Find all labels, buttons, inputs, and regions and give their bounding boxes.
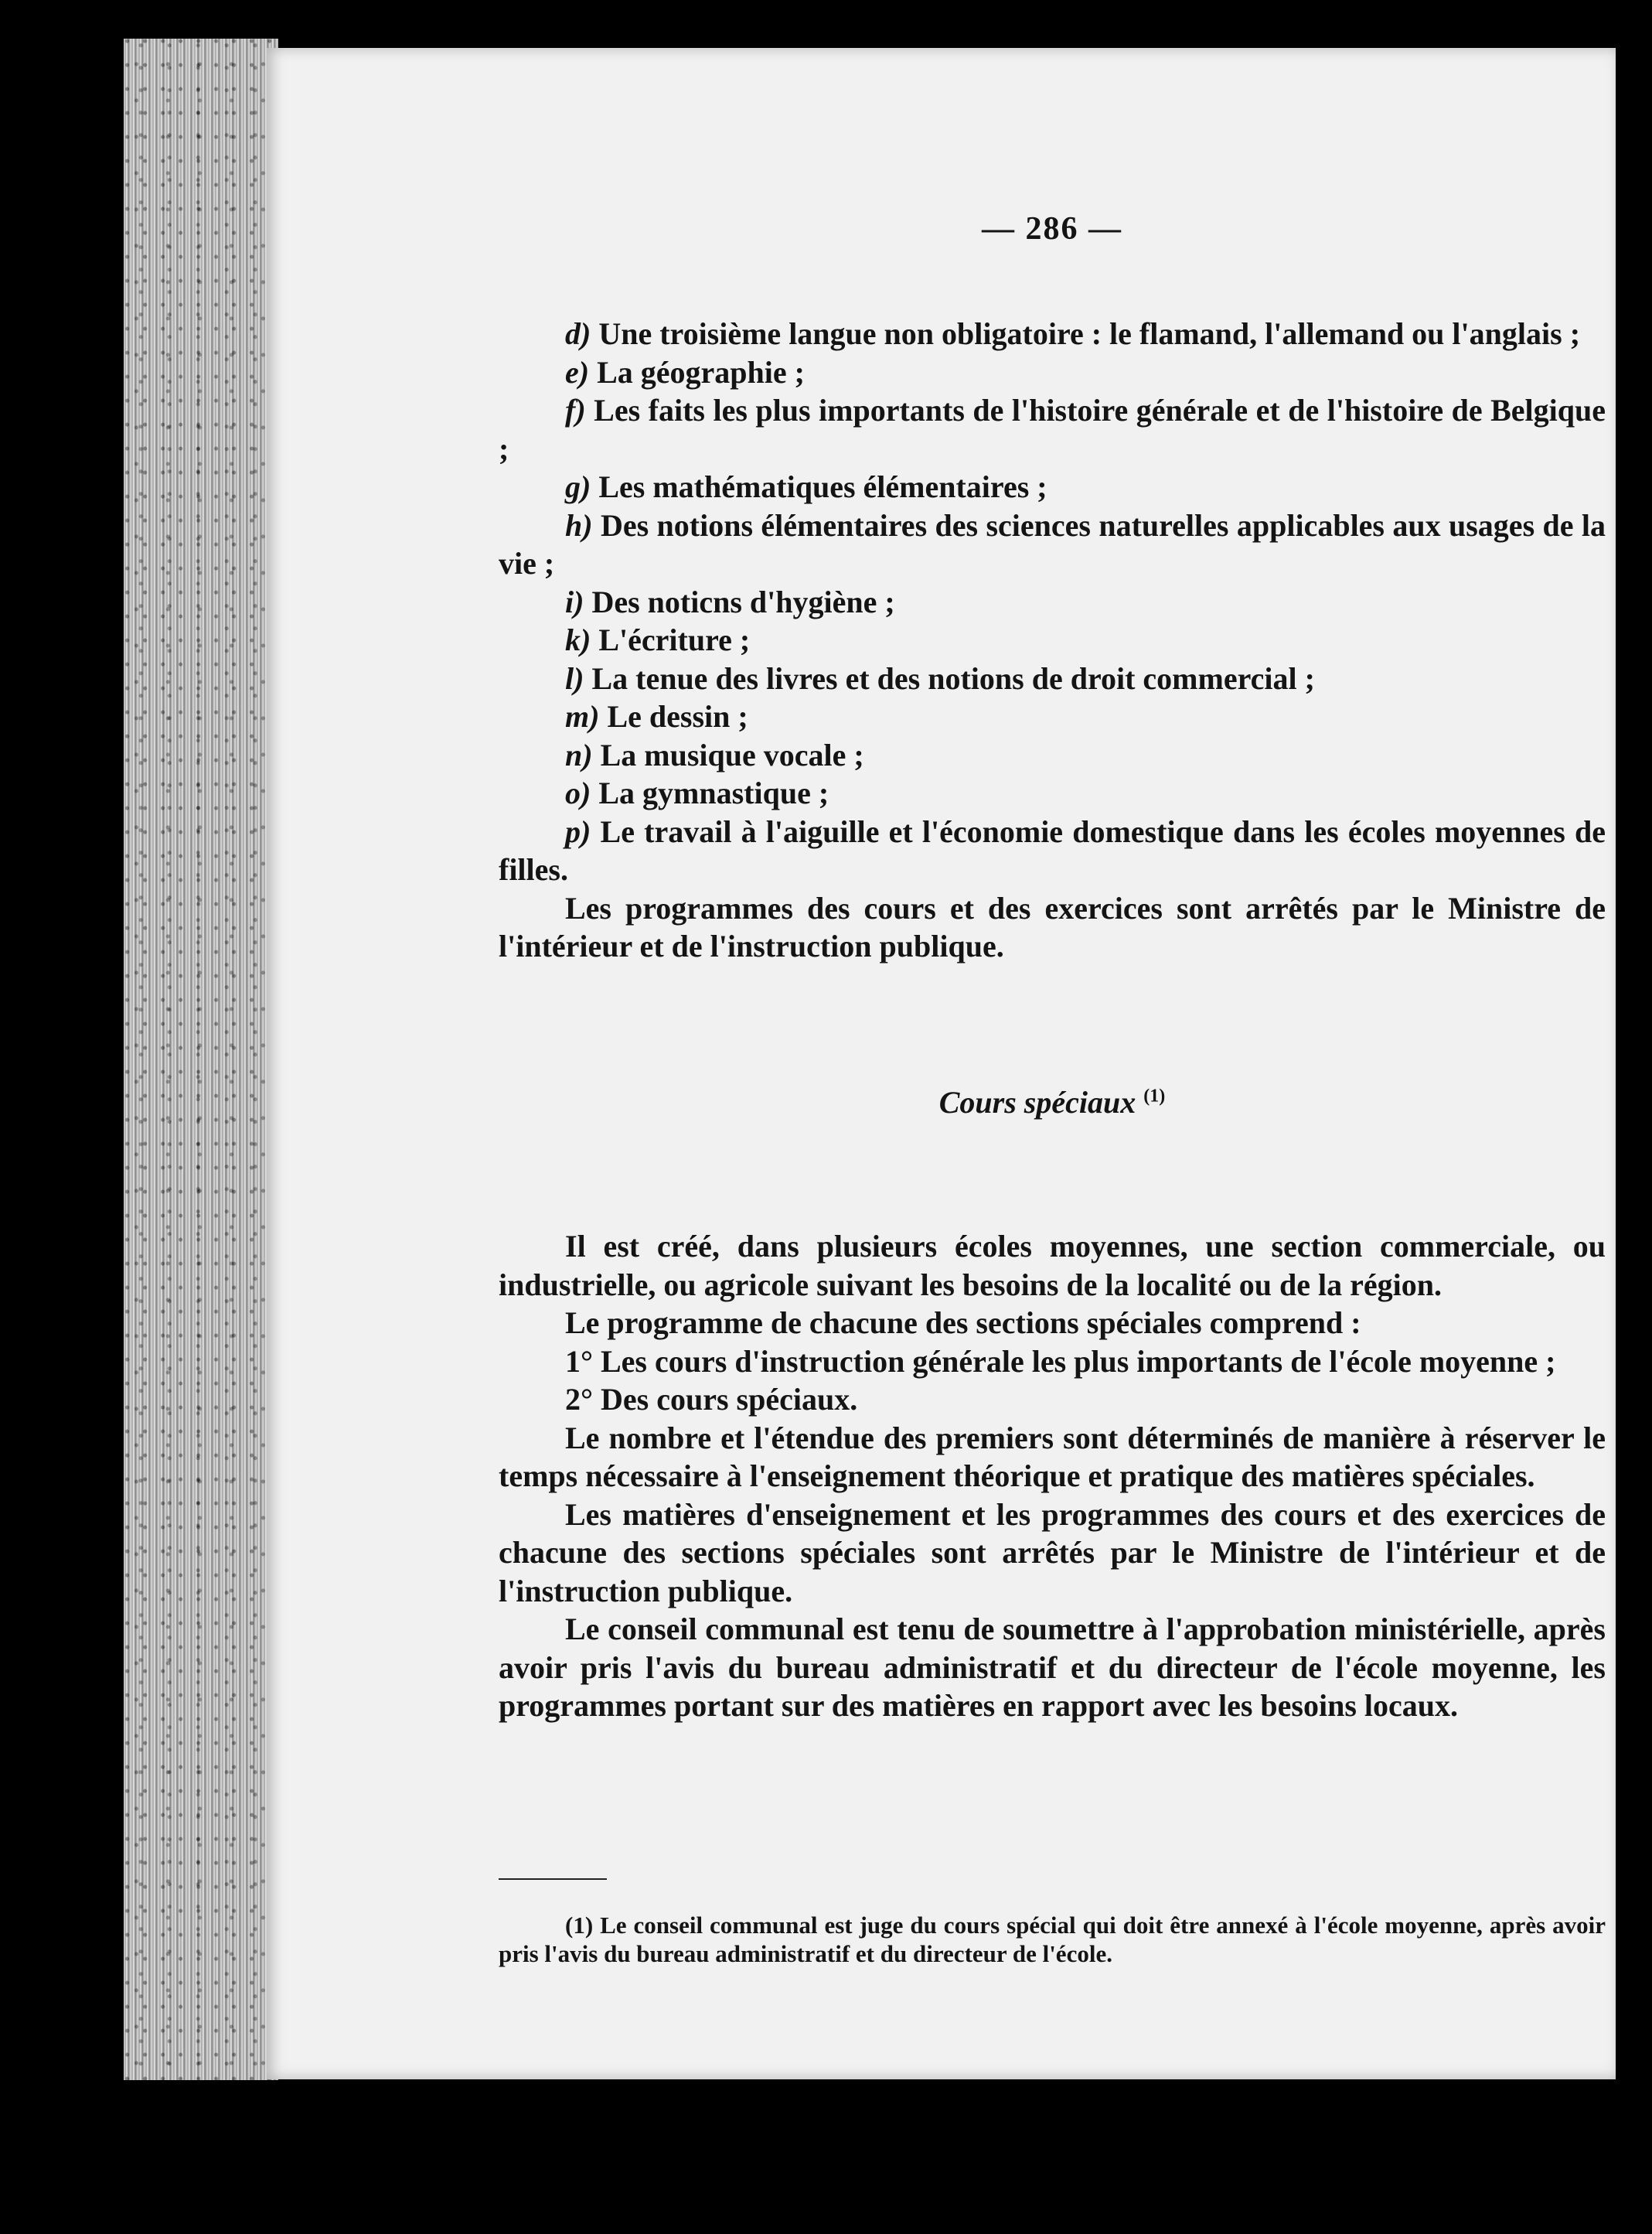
subject-list <box>499 315 1606 966</box>
footnote-divider <box>499 1878 607 1880</box>
list-item: m) Le dessin ; <box>565 699 748 734</box>
list-item: o) La gymnastique ; <box>565 776 829 810</box>
list-item: n) La musique vocale ; <box>565 737 864 773</box>
section-paragraph: Le nombre et l'étendue des premiers sont déterminés de manière à réserver le temps nécessaire à l'enseignement théorique et pratique des matières spéciales. <box>499 1420 1606 1493</box>
section-paragraph: 1° Les cours d'instruction générale les plus importants de l'école moyenne ; <box>565 1343 1556 1379</box>
section-body <box>499 1227 1606 1725</box>
list-item: d) Une troisième langue non obligatoire : le flamand, l'allemand ou l'anglais ; <box>565 316 1581 351</box>
section-heading <box>499 1084 1606 1120</box>
list-item: i) Des noticns d'hygiène ; <box>565 584 895 619</box>
list-item: f) Les faits les plus importants de l'histoire générale et de l'histoire de Belgique ; <box>499 393 1606 466</box>
section-heading-title: Cours spéciaux <box>938 1085 1136 1120</box>
document-page <box>267 48 1616 2079</box>
book-page-edges <box>124 39 278 2080</box>
section-paragraph: Les matières d'enseignement et les programmes des cours et des exercices de chacune des sections spéciales sont arrêtés par le Ministre de l'intérieur et de l'instruction publique. <box>499 1496 1606 1608</box>
page-number: — 286 — <box>982 211 1122 247</box>
section-paragraph: Le conseil communal est tenu de soumettre à l'approbation ministérielle, après avoir pris l'avis du bureau administratif et du directeur de l'école moyenne, les programmes portant sur des matières en rapport avec les besoins locaux. <box>499 1612 1606 1723</box>
section-paragraph: Le programme de chacune des sections spéciales comprend : <box>565 1305 1361 1340</box>
footnote <box>499 1911 1606 1968</box>
section-paragraph: Il est créé, dans plusieurs écoles moyennes, une section commerciale, ou industrielle, ou agricole suivant les besoins de la localité ou de la région. <box>499 1229 1606 1302</box>
list-item: h) Des notions élémentaires des sciences naturelles applicables aux usages de la vie ; <box>499 507 1606 581</box>
section-heading-note: (1) <box>1143 1086 1166 1107</box>
section-paragraph: 2° Des cours spéciaux. <box>565 1382 858 1417</box>
list-item: p) Le travail à l'aiguille et l'économie domestique dans les écoles moyennes de filles. <box>499 813 1606 887</box>
list-item: e) La géographie ; <box>565 354 805 390</box>
list-item: g) Les mathématiques élémentaires ; <box>565 469 1047 504</box>
list-item: k) L'écriture ; <box>565 622 751 657</box>
programmes-paragraph: Les programmes des cours et des exercices sont arrêtés par le Ministre de l'intérieur et de l'instruction publique. <box>499 890 1606 964</box>
footnote-text: (1) Le conseil communal est juge du cours spécial qui doit être annexé à l'école moyenne, après avoir pris l'avis du bureau administratif et du directeur de l'école. <box>499 1912 1606 1967</box>
list-item: l) La tenue des livres et des notions de droit commercial ; <box>565 660 1315 696</box>
